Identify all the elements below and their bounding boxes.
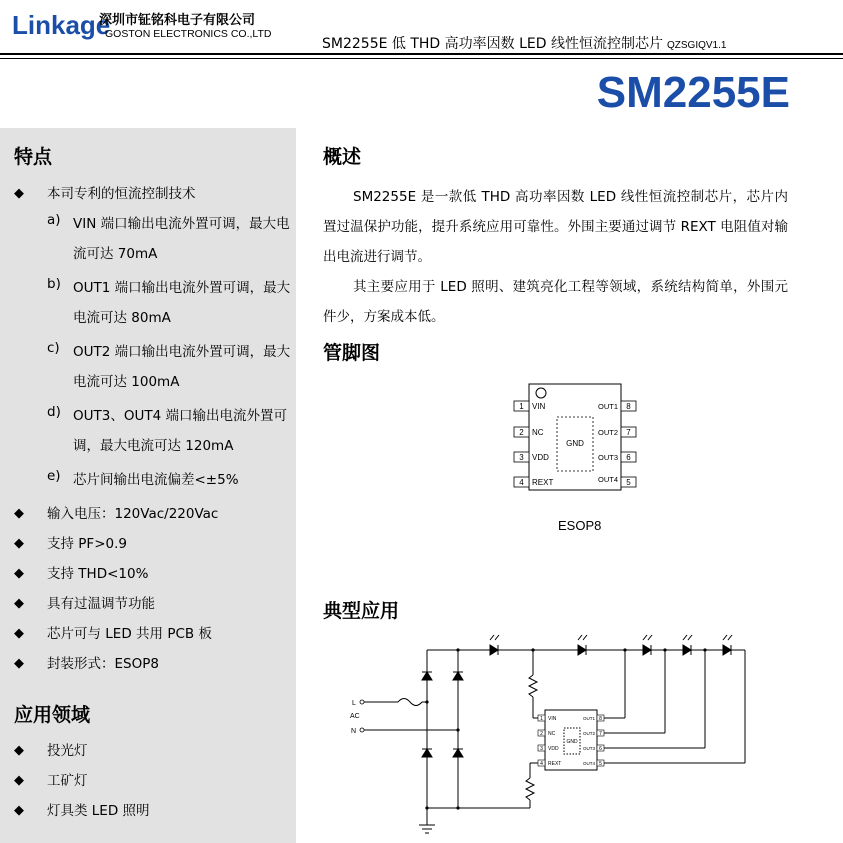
right-pin-6	[598, 452, 636, 462]
overview-paragraph-1: SM2255E 是一款低 THD 高功率因数 LED 线性恒流控制芯片，芯片内置过温保护功能，提升系统应用可靠性。外围主要通过调节 REXT 电阻值对输出电流进行调节。	[323, 189, 788, 265]
pin-number: 8	[626, 402, 631, 411]
header-divider-thin	[0, 58, 843, 59]
typical-application-schematic	[340, 630, 760, 835]
feature-sub-item: b) OUT1 端口输出电流外置可调，最大电流可达 80mA	[47, 276, 291, 326]
applications-list	[14, 740, 294, 830]
diamond-bullet-icon: ◆	[14, 626, 24, 641]
input-ac-label: AC	[350, 713, 360, 720]
svg-text:OUT4: OUT4	[582, 761, 595, 766]
version-label: QZSGIQV1.1	[666, 40, 727, 51]
led-icon	[643, 635, 652, 655]
pinout-diagram	[505, 380, 645, 495]
feature-item: ◆ 支持 THD<10%	[14, 563, 294, 593]
pin-number: 7	[626, 428, 631, 437]
pinout-heading: 管脚图	[323, 342, 381, 364]
pin-name: VDD	[532, 453, 549, 462]
fuse-icon	[398, 699, 422, 706]
pin-number: 2	[519, 428, 524, 437]
diamond-bullet-icon: ◆	[14, 773, 24, 788]
feature-item: ◆ 具有过温调节功能	[14, 593, 294, 623]
application-item: ◆ 工矿灯	[14, 770, 294, 800]
svg-text:4: 4	[540, 761, 543, 767]
svg-text:1: 1	[540, 716, 543, 722]
resistor-rext-icon	[526, 778, 534, 800]
svg-text:6: 6	[599, 746, 602, 752]
feature-item: ◆ 本司专利的恒流控制技术	[14, 183, 294, 213]
diamond-bullet-icon: ◆	[14, 803, 24, 818]
svg-text:VDD: VDD	[548, 746, 559, 752]
pin-name: REXT	[532, 478, 554, 487]
diamond-bullet-icon: ◆	[14, 566, 24, 581]
feature-sub-item: c) OUT2 端口输出电流外置可调，最大电流可达 100mA	[47, 340, 291, 390]
svg-text:3: 3	[540, 746, 543, 752]
diamond-bullet-icon: ◆	[14, 506, 24, 521]
svg-text:OUT3: OUT3	[582, 746, 595, 751]
bridge-diode-icon	[422, 749, 432, 757]
svg-text:NC: NC	[548, 731, 556, 737]
input-l-label: L	[352, 700, 356, 707]
bridge-diode-icon	[453, 672, 463, 680]
pin-name: VIN	[532, 402, 546, 411]
junction-dots	[425, 648, 706, 809]
company-logo: Linkage	[12, 10, 111, 40]
led-icon	[723, 635, 732, 655]
pin-name: OUT4	[597, 475, 618, 484]
application-item: ◆ 灯具类 LED 照明	[14, 800, 294, 830]
pin-number: 3	[519, 453, 524, 462]
svg-text:5: 5	[599, 761, 602, 767]
pin-number: 1	[519, 402, 524, 411]
diamond-bullet-icon: ◆	[14, 596, 24, 611]
header-divider	[0, 53, 843, 55]
pin1-marker-icon	[536, 388, 546, 398]
pin-name: NC	[532, 428, 544, 437]
input-n-label: N	[351, 728, 357, 735]
package-label: ESOP8	[558, 518, 602, 533]
application-item: ◆ 投光灯	[14, 740, 294, 770]
svg-text:2: 2	[540, 731, 543, 737]
led-icon	[683, 635, 692, 655]
bridge-diode-icon	[422, 672, 432, 680]
right-pin-7	[598, 427, 636, 437]
diamond-bullet-icon: ◆	[14, 186, 24, 201]
applications-heading: 应用领域	[14, 704, 91, 726]
left-pin-2	[514, 427, 544, 437]
left-pin-4	[514, 477, 553, 487]
part-number-title: SM2255E	[596, 68, 790, 117]
feature-sub-item: e) 芯片间输出电流偏差<±5%	[47, 468, 239, 488]
feature-item: ◆ 芯片可与 LED 共用 PCB 板	[14, 623, 294, 653]
pin-name: OUT2	[597, 428, 618, 437]
bridge-diode-icon	[453, 749, 463, 757]
overview-heading: 概述	[323, 146, 362, 168]
svg-text:VIN: VIN	[548, 716, 557, 722]
features-list	[14, 183, 294, 683]
gnd-label: GND	[566, 439, 584, 448]
left-pin-3	[514, 452, 549, 462]
svg-text:8: 8	[599, 716, 602, 722]
typical-app-heading: 典型应用	[323, 600, 400, 622]
feature-item: ◆ 封装形式：ESOP8	[14, 653, 294, 683]
diamond-bullet-icon: ◆	[14, 656, 24, 671]
feature-sub-item: a) VIN 端口输出电流外置可调，最大电流可达 70mA	[47, 212, 290, 262]
svg-text:7: 7	[599, 731, 602, 737]
pin-number: 6	[626, 453, 631, 462]
company-name-en: GOSTON ELECTRONICS CO.,LTD	[105, 28, 272, 40]
diamond-bullet-icon: ◆	[14, 743, 24, 758]
features-heading: 特点	[14, 146, 53, 168]
svg-text:REXT: REXT	[548, 761, 562, 767]
svg-text:OUT1: OUT1	[582, 716, 595, 721]
feature-sub-item: d) OUT3、OUT4 端口输出电流外置可调，最大电流可达 120mA	[47, 404, 287, 454]
feature-item: ◆ 输入电压：120Vac/220Vac	[14, 503, 294, 533]
pin-number: 4	[519, 478, 524, 487]
pin-name: OUT3	[597, 453, 618, 462]
svg-text:OUT2: OUT2	[582, 731, 595, 736]
right-pin-5	[598, 475, 636, 487]
right-pin-8	[598, 401, 636, 411]
pin-name: OUT1	[597, 402, 618, 411]
feature-item: ◆ 支持 PF>0.9	[14, 533, 294, 563]
left-pin-1	[514, 401, 546, 411]
resistor-vin-icon	[529, 675, 537, 697]
pin-number: 5	[626, 478, 631, 487]
document-title-text: SM2255E 低 THD 高功率因数 LED 线性恒流控制芯片	[322, 36, 663, 52]
document-title	[322, 33, 726, 53]
diamond-bullet-icon: ◆	[14, 536, 24, 551]
led-icon	[490, 635, 499, 655]
led-icon	[578, 635, 587, 655]
svg-text:GND: GND	[566, 739, 578, 745]
overview-paragraph-2: 其主要应用于 LED 照明、建筑亮化工程等领域，系统结构简单，外围元件少，方案成本低。	[323, 279, 788, 325]
company-name-cn: 深圳市钲铭科电子有限公司	[99, 13, 256, 28]
